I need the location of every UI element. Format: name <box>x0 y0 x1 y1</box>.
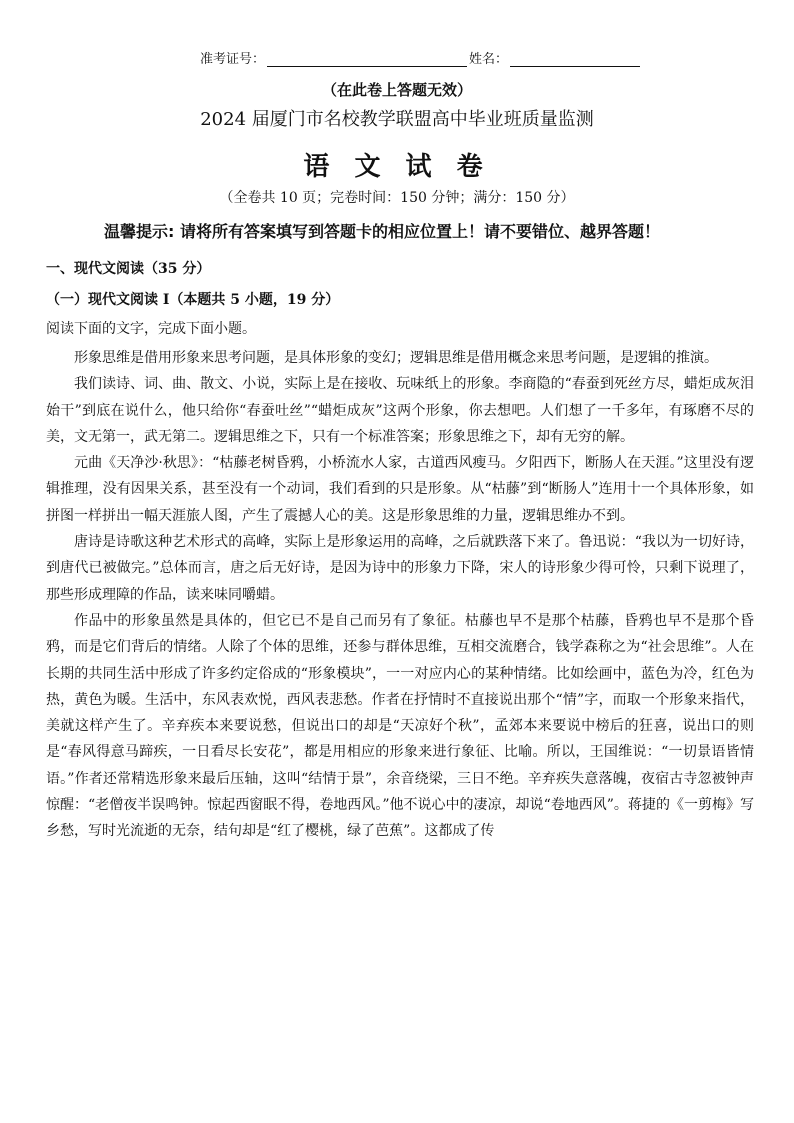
section-heading: 一、现代文阅读（35 分） <box>46 261 211 277</box>
candidate-info-line <box>200 48 642 67</box>
reading-instruction: 阅读下面的文字，完成下面小题。 <box>46 321 256 337</box>
exam-id-label: 准考证号： <box>200 52 266 67</box>
passage-paragraph: 作品中的形象虽然是具体的，但它已不是自己而另有了象征。枯藤也早不是那个枯藤，昏鸦也早不是那个昏鸦，而是它们背后的情绪。人除了个体的思维，还参与群体思维，互相交流磨合，钱学森称之为“社会思维”。人在长期的共同生活中形成了许多约定俗成的“形象模块”，一一对应内心的某种情绪。比如绘画中，蓝色为冷，红色为热，黄色为暖。生活中，东风表欢悦，西风表悲愁。作者在抒情时不直接说出那个“情”字，而取一个形象来指代，美就这样产生了。辛弃疾本来要说愁，但说出口的却是“天凉好个秋”，孟郊本来要说中榜后的狂喜，说出口的则是“春风得意马蹄疾，一日看尽长安花”，都是用相应的形象来进行象征、比喻。所以，王国维说：“一切景语皆情语。”作者还常精选形象来最后压轴，这叫“结情于景”，余音绕梁，三日不绝。辛弃疾失意落魄，夜宿古寺忽被钟声惊醒：“老僧夜半误鸣钟。惊起西窗眠不得，卷地西风。”他不说心中的凄凉，却说“卷地西风”。蒋捷的《一剪梅》写乡愁，写时光流逝的无奈，结句却是“红了樱桃，绿了芭蕉”。这都成了传 <box>46 612 754 840</box>
passage <box>46 345 754 845</box>
invalid-note: （在此卷上答题无效） <box>321 81 472 99</box>
passage-paragraph: 形象思维是借用形象来思考问题，是具体形象的变幻；逻辑思维是借用概念来思考问题，是逻辑的推演。 <box>74 350 718 366</box>
warm-tip: 温馨提示: 请将所有答案填写到答题卡的相应位置上！请不要错位、越界答题！ <box>104 222 660 241</box>
subsection-heading: （一）现代文阅读 I（本题共 5 小题，19 分） <box>46 292 340 308</box>
name-label: 姓名： <box>469 52 509 67</box>
exam-id-blank <box>267 52 467 67</box>
passage-paragraph: 元曲《天净沙·秋思》：“枯藤老树昏鸦，小桥流水人家，古道西风瘦马。夕阳西下，断肠人在天涯。”这里没有逻辑推理，没有因果关系，甚至没有一个动词，我们看到的只是形象。从“枯藤”到“断肠人”连用十一个具体形象，如拼图一样拼出一幅天涯旅人图，产生了震撼人心的美。这是形象思维的力量，逻辑思维办不到。 <box>46 455 754 524</box>
subject-title: 语 文 试 卷 <box>303 152 491 182</box>
exam-meta: （全卷共 10 页；完卷时间：150 分钟；满分：150 分） <box>219 190 575 206</box>
name-blank <box>510 52 640 67</box>
passage-paragraph: 我们读诗、词、曲、散文、小说，实际上是在接收、玩味纸上的形象。李商隐的“春蚕到死丝方尽，蜡炬成灰泪始干”到底在说什么，他只给你“春蚕吐丝”“蜡炬成灰”这两个形象，你去想吧。人们想了一千多年，有琢磨不尽的美，文无第一，武无第二。逻辑思维之下，只有一个标准答案；形象思维之下，却有无穷的解。 <box>46 376 754 445</box>
exam-name: 2024 届厦门市名校教学联盟高中毕业班质量监测 <box>200 109 594 130</box>
passage-paragraph: 唐诗是诗歌这种艺术形式的高峰，实际上是形象运用的高峰，之后就跌落下来了。鲁迅说：“我以为一切好诗，到唐代已被做完。”总体而言，唐之后无好诗，是因为诗中的形象力下降，宋人的诗形象少得可怜，只剩下说理了，那些形成理障的作品，读来味同嚼蜡。 <box>46 534 754 603</box>
